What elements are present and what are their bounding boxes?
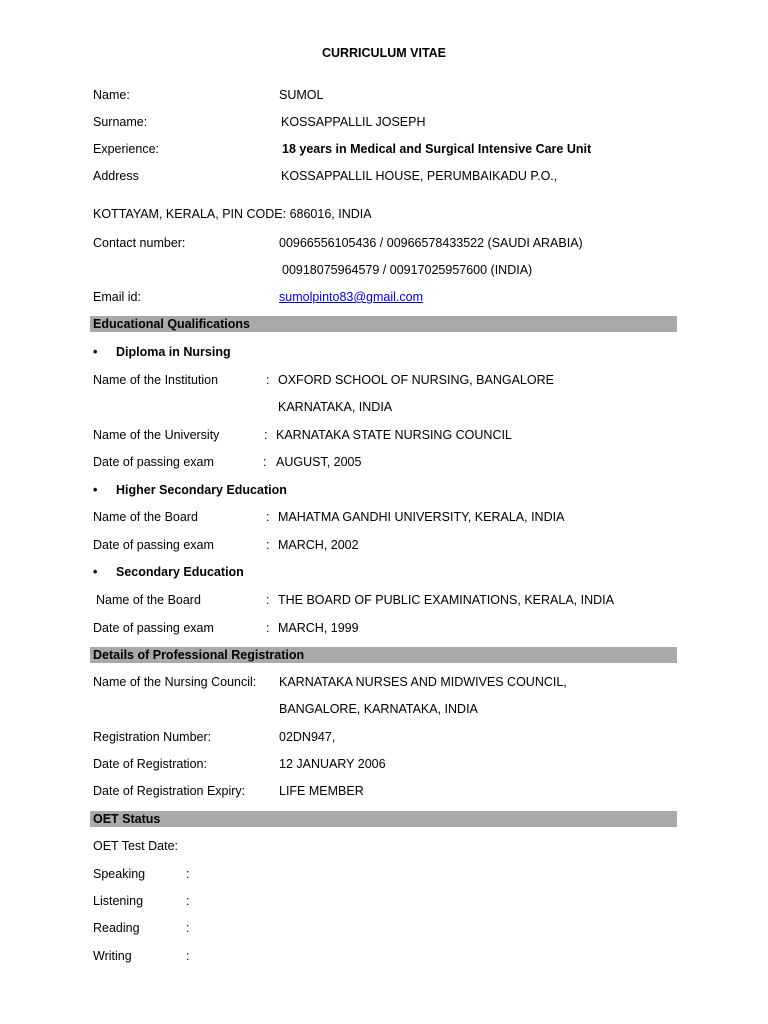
- colon: :: [186, 867, 190, 881]
- bullet-icon: •: [93, 345, 98, 359]
- sec-date-label: Date of passing exam: [93, 621, 214, 635]
- document-title: CURRICULUM VITAE: [321, 46, 447, 60]
- institution-label: Name of the Institution: [93, 373, 219, 387]
- education-section-heading: Educational Qualifications: [90, 316, 677, 332]
- council-line-1: KARNATAKA NURSES AND MIDWIVES COUNCIL,: [279, 675, 567, 689]
- council-label: Name of the Nursing Council:: [93, 675, 257, 689]
- diploma-date-label: Date of passing exam: [93, 455, 214, 469]
- oet-section-heading: OET Status: [90, 811, 677, 827]
- secondary-title: Secondary Education: [116, 565, 244, 579]
- colon: :: [186, 894, 190, 908]
- contact-label: Contact number:: [93, 236, 186, 250]
- address-line-1: KOSSAPPALLIL HOUSE, PERUMBAIKADU P.O.,: [281, 169, 558, 183]
- surname-label: Surname:: [93, 115, 148, 129]
- reg-number-label: Registration Number:: [93, 730, 212, 744]
- experience-value: 18 years in Medical and Surgical Intensive Care Unit: [282, 142, 592, 156]
- listening-label: Listening: [93, 894, 144, 908]
- reg-number-value: 02DN947,: [279, 730, 336, 744]
- surname-value: KOSSAPPALLIL JOSEPH: [281, 115, 426, 129]
- colon: :: [266, 621, 270, 635]
- reg-date-value: 12 JANUARY 2006: [279, 757, 386, 771]
- institution-line-1: OXFORD SCHOOL OF NURSING, BANGALORE: [278, 373, 554, 387]
- colon: :: [264, 428, 268, 442]
- hs-board-label: Name of the Board: [93, 510, 198, 524]
- sec-date-value: MARCH, 1999: [278, 621, 359, 635]
- colon: :: [186, 949, 190, 963]
- diploma-title: Diploma in Nursing: [116, 345, 231, 359]
- email-label: Email id:: [93, 290, 141, 304]
- university-value: KARNATAKA STATE NURSING COUNCIL: [276, 428, 512, 442]
- name-value: SUMOL: [279, 88, 324, 102]
- sec-board-label: Name of the Board: [96, 593, 201, 607]
- writing-label: Writing: [93, 949, 132, 963]
- university-label: Name of the University: [93, 428, 220, 442]
- diploma-date-value: AUGUST, 2005: [276, 455, 362, 469]
- council-line-2: BANGALORE, KARNATAKA, INDIA: [279, 702, 478, 716]
- higher-secondary-title: Higher Secondary Education: [116, 483, 287, 497]
- speaking-label: Speaking: [93, 867, 146, 881]
- sec-board-value: THE BOARD OF PUBLIC EXAMINATIONS, KERALA, INDIA: [278, 593, 614, 607]
- bullet-icon: •: [93, 483, 98, 497]
- registration-section-heading: Details of Professional Registration: [90, 647, 677, 663]
- contact-line-1: 00966556105436 / 00966578433522 (SAUDI ARABIA): [279, 236, 583, 250]
- colon: :: [186, 921, 190, 935]
- address-line-2: KOTTAYAM, KERALA, PIN CODE: 686016, INDIA: [93, 207, 372, 221]
- hs-board-value: MAHATMA GANDHI UNIVERSITY, KERALA, INDIA: [278, 510, 565, 524]
- colon: :: [263, 455, 267, 469]
- reading-label: Reading: [93, 921, 140, 935]
- bullet-icon: •: [93, 565, 98, 579]
- name-label: Name:: [93, 88, 130, 102]
- reg-date-label: Date of Registration:: [93, 757, 207, 771]
- reg-expiry-value: LIFE MEMBER: [279, 784, 364, 798]
- email-link[interactable]: sumolpinto83@gmail.com: [279, 290, 424, 304]
- oet-test-date-label: OET Test Date:: [93, 839, 178, 853]
- reg-expiry-label: Date of Registration Expiry:: [93, 784, 246, 798]
- institution-line-2: KARNATAKA, INDIA: [278, 400, 393, 414]
- address-label: Address: [93, 169, 139, 183]
- colon: :: [266, 373, 270, 387]
- colon: :: [266, 510, 270, 524]
- colon: :: [266, 538, 270, 552]
- hs-date-value: MARCH, 2002: [278, 538, 359, 552]
- experience-label: Experience:: [93, 142, 160, 156]
- hs-date-label: Date of passing exam: [93, 538, 214, 552]
- contact-line-2: 00918075964579 / 00917025957600 (INDIA): [282, 263, 533, 277]
- colon: :: [266, 593, 270, 607]
